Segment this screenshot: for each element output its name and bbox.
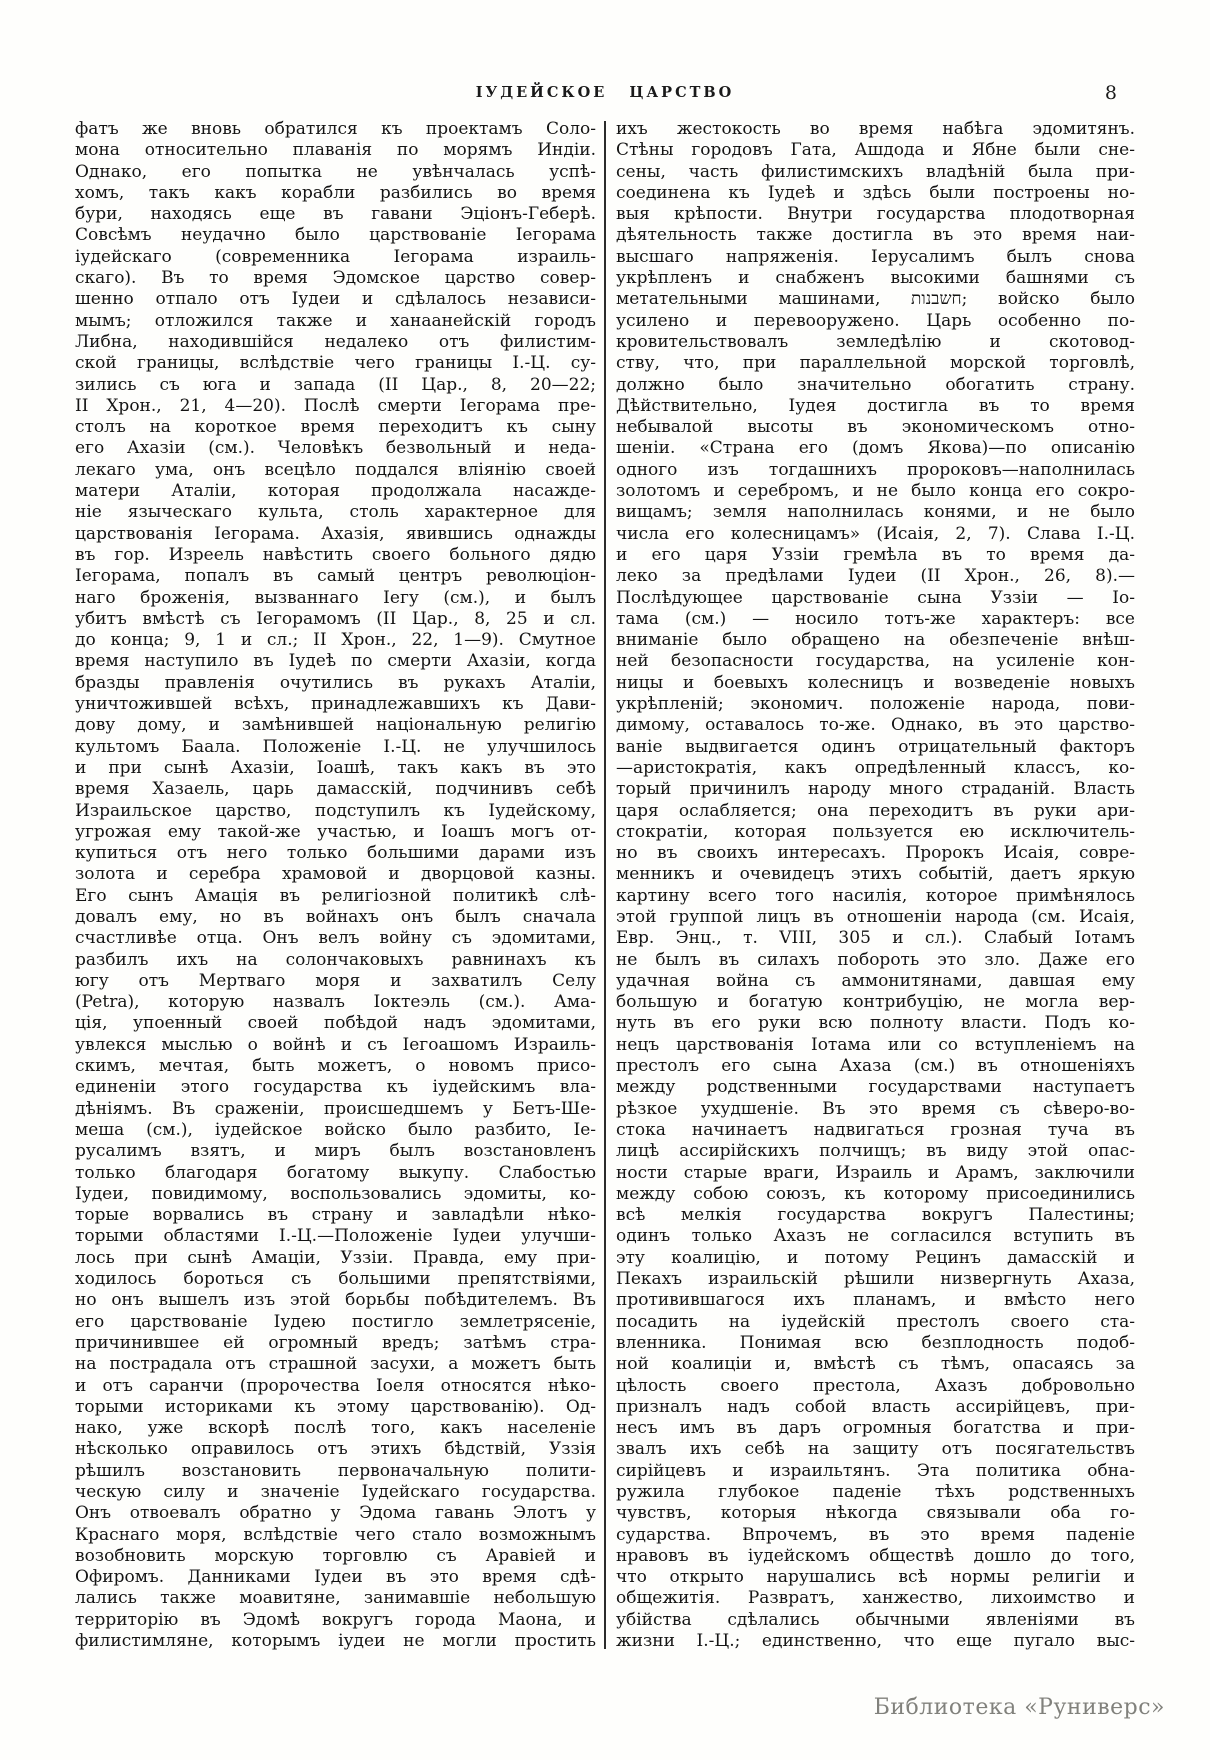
- text-line: эту коалицію, и потому Рецинъ дамасскій и: [616, 1247, 1135, 1268]
- text-line: усилено и перевооружено. Царь особенно по-: [616, 310, 1135, 331]
- text-line: рѣшилъ возстановить первоначальную полити-: [75, 1460, 596, 1481]
- text-line: но въ своихъ интересахъ. Пророкъ Исаія, совре-: [616, 843, 1135, 864]
- text-line: дѣніямъ. Въ сраженіи, происшедшемъ у Бетъ-Ше-: [75, 1098, 596, 1119]
- text-line: престолъ его сына Ахаза (см.) въ отношеніяхъ: [616, 1056, 1135, 1077]
- text-line: ція, упоенный своей побѣдой надъ эдомитами,: [75, 1013, 596, 1034]
- text-line: наго броженія, вызваннаго Іегу (см.), и былъ: [75, 587, 596, 608]
- page-number: 8: [1104, 82, 1117, 104]
- text-line: между собою союзъ, къ которому присоединились: [616, 1183, 1135, 1204]
- text-line: время наступило въ Іудеѣ по смерти Ахазіи, когда: [75, 651, 596, 672]
- text-line: единеніи этого государства къ іудейскимъ вла-: [75, 1077, 596, 1098]
- text-line: этой группой лицъ въ отношеніи народа (см. Исаія,: [616, 906, 1135, 927]
- text-line: скимъ, мечтая, быть можетъ, о новомъ присо-: [75, 1056, 596, 1077]
- text-line: ней безопасности государства, на усиленіе кон-: [616, 651, 1135, 672]
- text-line: фатъ же вновь обратился къ проектамъ Соло-: [75, 119, 596, 139]
- text-line: чувствъ, которыя нѣкогда связывали оба го-: [616, 1503, 1135, 1524]
- text-line: сирійцевъ и израильтянъ. Эта политика обна-: [616, 1460, 1135, 1481]
- text-line: нецъ царствованія Іотама или со вступленіемъ на: [616, 1034, 1135, 1055]
- text-line: и его царя Уззіи гремѣла въ то время да-: [616, 544, 1135, 565]
- text-line: торый причинилъ народу много страданій. Власть: [616, 779, 1135, 800]
- text-line: культомъ Баала. Положеніе І.-Ц. не улучшилось: [75, 736, 596, 757]
- text-line: картину всего того насилія, которое примѣнялось: [616, 885, 1135, 906]
- text-line: меша (см.), іудейское войско было разбито, Іе-: [75, 1119, 596, 1140]
- text-line: несъ имъ въ даръ огромныя богатства и при-: [616, 1418, 1135, 1439]
- text-line: дѣятельность также достигла въ это время наи-: [616, 225, 1135, 246]
- text-line: довалъ ему, но въ войнахъ онъ былъ сначала: [75, 906, 596, 927]
- text-line: хомъ, такъ какъ корабли разбились во время: [75, 182, 596, 203]
- text-line: соединена къ Іудеѣ и здѣсь были построены но-: [616, 182, 1135, 203]
- text-line: высшаго напряженія. Іерусалимъ былъ снова: [616, 246, 1135, 267]
- text-line: купиться отъ него только большими дарами изъ: [75, 843, 596, 864]
- text-line: ности старые враги, Израиль и Арамъ, заключили: [616, 1162, 1135, 1183]
- text-line: ходилось бороться съ большими препятствіями,: [75, 1269, 596, 1290]
- text-line: матери Аталіи, которая продолжала насажде-: [75, 481, 596, 502]
- text-line: Краснаго моря, вслѣдствіе чего стало возможнымъ: [75, 1524, 596, 1545]
- text-line: ской границы, вслѣдствіе чего границы І.-Ц. су-: [75, 353, 596, 374]
- text-line: укрѣпленъ и снабженъ высокими башнями съ: [616, 268, 1135, 289]
- text-line: убитъ вмѣстѣ съ Іегорамомъ (II Цар., 8, 25 и сл.: [75, 608, 596, 629]
- text-line: (Petra), которую назвалъ Іоктеэль (см.). Ама-: [75, 992, 596, 1013]
- text-line: скаго). Въ то время Эдомское царство совер-: [75, 268, 596, 289]
- text-line: посадить на іудейскій престолъ своего ста-: [616, 1311, 1135, 1332]
- library-watermark: Библиотека «Руниверс»: [873, 1695, 1165, 1720]
- text-line: Однако, его попытка не увѣнчалась успѣ-: [75, 161, 596, 182]
- text-line: вниманіе было обращено на обезпеченіе внѣш-: [616, 630, 1135, 651]
- text-line: счастливѣе отца. Онъ велъ войну съ эдомитами,: [75, 928, 596, 949]
- text-line: столъ на короткое время переходитъ къ сыну: [75, 417, 596, 438]
- text-line: небывалой высоты въ экономическомъ отно-: [616, 417, 1135, 438]
- text-line: время Хазаель, царь дамасскій, подчинивъ себѣ: [75, 779, 596, 800]
- text-line: Его сынъ Амація въ религіозной политикѣ слѣ-: [75, 885, 596, 906]
- text-line: мона относительно плаванія по морямъ Индіи.: [75, 140, 596, 161]
- text-body: [75, 119, 1135, 1654]
- text-line: территорію въ Эдомѣ вокругъ города Маона, и: [75, 1609, 596, 1630]
- text-line: ницы и боевыхъ колесницъ и возведеніе новыхъ: [616, 672, 1135, 693]
- text-line: торыми областями І.-Ц.—Положеніе Іудеи улучши-: [75, 1226, 596, 1247]
- text-line: разбилъ ихъ на солончаковыхъ равнинахъ къ: [75, 949, 596, 970]
- text-line: шенно отпало отъ Іудеи и сдѣлалось независи-: [75, 289, 596, 310]
- text-line: менникъ и очевидецъ этихъ событій, даетъ яркую: [616, 864, 1135, 885]
- text-line: Израильское царство, подступилъ къ Іудейскому,: [75, 800, 596, 821]
- text-line: всѣ мелкія государства вокругъ Палестины;: [616, 1205, 1135, 1226]
- text-line: возобновить морскую торговлю съ Аравіей и: [75, 1545, 596, 1566]
- text-line: нѣсколько оправилось отъ этихъ бѣдствій, Уззія: [75, 1439, 596, 1460]
- text-line: ружила глубокое паденіе тѣхъ родственныхъ: [616, 1482, 1135, 1502]
- text-line: его царствованіе Іудею постигло землетрясеніе,: [75, 1311, 596, 1332]
- text-line: вищамъ; земля наполнилась конями, и не было: [616, 502, 1135, 523]
- text-line: дову дому, и замѣнившей національную религію: [75, 715, 596, 736]
- text-line: противившагося ихъ планамъ, и вмѣсто него: [616, 1290, 1135, 1311]
- text-line: увлекся мыслью о войнѣ и съ Іегоашомъ Израиль-: [75, 1034, 596, 1055]
- text-line: только благодаря богатому выкупу. Слабостью: [75, 1162, 596, 1183]
- text-line: сударства. Впрочемъ, въ это время паденіе: [616, 1524, 1135, 1545]
- text-line: что открыто нарушались всѣ нормы религіи и: [616, 1567, 1135, 1588]
- text-line: на пострадала отъ страшной засухи, а можетъ быть: [75, 1354, 596, 1375]
- text-line: золотомъ и серебромъ, и не было конца его сокро-: [616, 481, 1135, 502]
- text-line: Онъ отвоевалъ обратно у Эдома гавань Элотъ у: [75, 1503, 596, 1524]
- text-line: лались также моавитяне, занимавшіе небольшую: [75, 1588, 596, 1609]
- text-line: Дѣйствительно, Іудея достигла въ то время: [616, 395, 1135, 416]
- text-line: метательными машинами, חשבנות; войско было: [616, 289, 1135, 310]
- running-head: [75, 84, 1135, 106]
- text-line: бури, находясь еще въ гавани Эціонъ-Геберѣ.: [75, 204, 596, 225]
- text-line: стократіи, которая пользуется ею исключитель-: [616, 821, 1135, 842]
- text-line: лекаго ума, онъ всецѣло поддался вліянію своей: [75, 459, 596, 480]
- text-line: II Хрон., 21, 4—20). Послѣ смерти Іегорама пре-: [75, 395, 596, 416]
- text-line: вленника. Понимая всю безплодность подоб-: [616, 1332, 1135, 1353]
- text-line: общежитія. Развратъ, ханжество, лихоимство и: [616, 1588, 1135, 1609]
- text-line: Евр. Энц., т. VIII, 305 и сл.). Слабый Іотамъ: [616, 928, 1135, 949]
- text-line: лицѣ ассирійскихъ полчищъ; въ виду этой опас-: [616, 1141, 1135, 1162]
- text-line: югу отъ Мертваго моря и захватилъ Селу: [75, 970, 596, 991]
- text-line: ваніе выдвигается одинъ отрицательный факторъ: [616, 736, 1135, 757]
- text-line: причинившее ей огромный вредъ; затѣмъ стра-: [75, 1332, 596, 1353]
- text-line: ству, что, при параллельной морской торговлѣ,: [616, 353, 1135, 374]
- text-line: лось при сынѣ Амаціи, Уззіи. Правда, ему при-: [75, 1247, 596, 1268]
- text-line: бразды правленія очутились въ рукахъ Аталіи,: [75, 672, 596, 693]
- text-line: должно было значительно обогатить страну.: [616, 374, 1135, 395]
- text-line: ихъ жестокость во время набѣга эдомитянъ.: [616, 119, 1135, 139]
- text-line: одинъ только Ахазъ не согласился вступить въ: [616, 1226, 1135, 1247]
- text-line: убійства сдѣлались обычными явленіями въ: [616, 1609, 1135, 1630]
- text-line: торыми историками къ этому царствованію). Од-: [75, 1396, 596, 1417]
- text-line: въ гор. Изреель навѣстить своего больного дядю: [75, 544, 596, 565]
- text-line: и отъ саранчи (пророчества Іоеля относятся нѣко-: [75, 1375, 596, 1396]
- text-line: кровительствовалъ земледѣлію и скотовод-: [616, 331, 1135, 352]
- text-line: леко за предѣлами Іудеи (II Хрон., 26, 8).—: [616, 566, 1135, 587]
- text-line: угрожая ему такой-же участью, и Іоашъ могъ от-: [75, 821, 596, 842]
- text-line: одного изъ тогдашнихъ пророковъ—наполнилась: [616, 459, 1135, 480]
- text-line: и при сынѣ Ахазіи, Іоашѣ, такъ какъ въ это: [75, 757, 596, 778]
- text-line: торые ворвались въ страну и завладѣли нѣко-: [75, 1205, 596, 1226]
- text-line: нравовъ въ іудейскомъ обществѣ дошло до того,: [616, 1545, 1135, 1566]
- text-line: Либна, находившійся недалеко отъ филистим-: [75, 331, 596, 352]
- text-line: Послѣдующее царствованіе сына Уззіи — Іо-: [616, 587, 1135, 608]
- text-line: до конца; 9, 1 и сл.; II Хрон., 22, 1—9). Смутное: [75, 630, 596, 651]
- left-column: [75, 119, 596, 1652]
- text-line: удачная война съ аммонитянами, давшая ему: [616, 970, 1135, 991]
- text-line: Совсѣмъ неудачно было царствованіе Іегорама: [75, 225, 596, 246]
- text-line: выя крѣпости. Внутри государства плодотворная: [616, 204, 1135, 225]
- text-line: тама (см.) — носило тотъ-же характеръ: все: [616, 608, 1135, 629]
- page-title: ІУДЕЙСКОЕ ЦАРСТВО: [475, 84, 735, 101]
- text-line: зились съ юга и запада (II Цар., 8, 20—22;: [75, 374, 596, 395]
- text-line: іудейскаго (современника Іегорама израиль-: [75, 246, 596, 267]
- text-line: жизни І.-Ц.; единственно, что еще пугало выс-: [616, 1631, 1135, 1652]
- text-line: Стѣны городовъ Гата, Ашдода и Ябне были сне-: [616, 140, 1135, 161]
- text-line: Пекахъ израильскій рѣшили низвергнуть Ахаза,: [616, 1269, 1135, 1290]
- text-line: русалимъ взятъ, и миръ былъ возстановленъ: [75, 1141, 596, 1162]
- text-line: нуть въ его руки всю полноту власти. Подъ ко-: [616, 1013, 1135, 1034]
- text-line: числа его колесницамъ» (Исаія, 2, 7). Слава І.-Ц.: [616, 523, 1135, 544]
- text-line: ной коалиціи и, вмѣстѣ съ тѣмъ, опасаясь за: [616, 1354, 1135, 1375]
- text-line: его Ахазіи (см.). Человѣкъ безвольный и неда-: [75, 438, 596, 459]
- text-line: золота и серебра храмовой и дворцовой казны.: [75, 864, 596, 885]
- text-line: большую и богатую контрибуцію, не могла вер-: [616, 992, 1135, 1013]
- text-line: укрѣпленій; экономич. положеніе народа, пови-: [616, 694, 1135, 715]
- right-column: [616, 119, 1135, 1652]
- text-line: ніе языческаго культа, столь характерное для: [75, 502, 596, 523]
- text-line: царя ослабляется; она переходитъ въ руки ари-: [616, 800, 1135, 821]
- text-line: Офиромъ. Данниками Іудеи въ это время сдѣ-: [75, 1567, 596, 1588]
- text-line: —аристократія, какъ опредѣленный классъ, ко-: [616, 757, 1135, 778]
- text-line: ческую силу и значеніе Іудейскаго государства.: [75, 1482, 596, 1502]
- text-line: звалъ ихъ себѣ на защиту отъ посягательствъ: [616, 1439, 1135, 1460]
- text-line: царствованія Іегорама. Ахазія, явившись однажды: [75, 523, 596, 544]
- text-line: нако, уже вскорѣ послѣ того, какъ населеніе: [75, 1418, 596, 1439]
- text-line: между родственными государствами наступаетъ: [616, 1077, 1135, 1098]
- text-line: призналъ надъ собой власть ассирійцевъ, при-: [616, 1396, 1135, 1417]
- text-line: уничтожившей всѣхъ, принадлежавшихъ къ Дави-: [75, 694, 596, 715]
- text-line: рѣзкое ухудшеніе. Въ это время съ сѣверо-во-: [616, 1098, 1135, 1119]
- text-line: но онъ вышелъ изъ этой борьбы побѣдителемъ. Въ: [75, 1290, 596, 1311]
- text-line: Іегорама, попалъ въ самый центръ революціон-: [75, 566, 596, 587]
- text-line: мымъ; отложился также и ханаанейскій городъ: [75, 310, 596, 331]
- text-line: сены, часть филистимскихъ владѣній была при-: [616, 161, 1135, 182]
- text-line: шеніи. «Страна его (домъ Якова)—по описанію: [616, 438, 1135, 459]
- text-line: димому, оставалось то-же. Однако, въ это царство-: [616, 715, 1135, 736]
- text-line: цѣлость своего престола, Ахазъ добровольно: [616, 1375, 1135, 1396]
- text-line: стока начинаетъ надвигаться грозная туча въ: [616, 1119, 1135, 1140]
- column-divider-rule: [604, 121, 606, 1649]
- text-line: не былъ въ силахъ побороть это зло. Даже его: [616, 949, 1135, 970]
- text-line: Іудеи, повидимому, воспользовались эдомиты, ко-: [75, 1183, 596, 1204]
- text-line: филистимляне, которымъ іудеи не могли простить: [75, 1631, 596, 1652]
